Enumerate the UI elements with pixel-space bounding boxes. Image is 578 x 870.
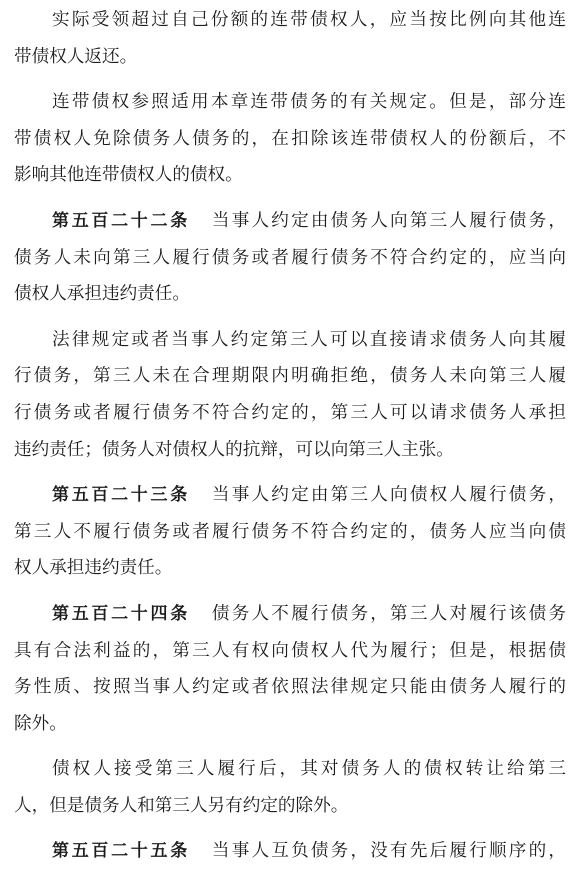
text-run: 当事人约定由债务人向第三人履行债务，: [211, 210, 566, 231]
text-line: 违约责任；债务人对债权人的抗辩，可以向第三人主张。: [14, 439, 454, 460]
text-line: 带债权人返还。: [14, 46, 138, 67]
article-paragraph: [14, 477, 566, 587]
text-line: 债权人承担违约责任。: [14, 284, 190, 305]
article-number: 第五百二十三条: [52, 485, 190, 506]
article-paragraph: [14, 596, 566, 742]
paragraph: [14, 751, 566, 824]
text-line: 行债务或者履行债务不符合约定的，第三人可以请求债务人承担: [14, 402, 566, 423]
document-page: [14, 2, 566, 870]
text-line: 第三人不履行债务或者履行债务不符合约定的，债务人应当向债: [14, 521, 566, 542]
article-paragraph: [14, 833, 566, 870]
text-line: 带债权人免除债务人债务的，在扣除该连带债权人的份额后，不: [14, 128, 566, 149]
text-line: 行债务，第三人未在合理期限内明确拒绝，债务人未向第三人履: [14, 366, 566, 387]
article-paragraph: [14, 203, 566, 313]
text-line: 债权人接受第三人履行后，其对债务人的债权转让给第三: [52, 759, 566, 780]
text-line: 人，但是债务人和第三人另有约定的除外。: [14, 795, 349, 816]
text-line: [14, 596, 566, 633]
paragraph: [14, 2, 566, 75]
text-line: 除外。: [14, 713, 67, 734]
text-run: 债务人不履行债务，第三人对履行该债务: [211, 603, 566, 624]
paragraph: [14, 84, 566, 194]
text-line: 债务人未向第三人履行债务或者履行债务不符合约定的，应当向: [14, 247, 566, 268]
text-line: 实际受领超过自己份额的连带债权人，应当按比例向其他连: [52, 10, 566, 30]
text-line: 影响其他连带债权人的债权。: [14, 165, 243, 186]
text-line: 具有合法利益的，第三人有权向债权人代为履行；但是，根据债: [14, 640, 566, 661]
article-number: 第五百二十二条: [52, 210, 190, 231]
text-run: 当事人互负债务，没有先后履行顺序的，: [211, 841, 566, 862]
text-line: 法律规定或者当事人约定第三人可以直接请求债务人向其履: [52, 329, 566, 350]
text-line: [14, 833, 566, 870]
text-line: 务性质、按照当事人约定或者依照法律规定只能由债务人履行的: [14, 677, 566, 698]
text-line: 权人承担违约责任。: [14, 558, 173, 579]
article-number: 第五百二十五条: [52, 841, 190, 862]
article-number: 第五百二十四条: [52, 603, 190, 624]
text-run: 当事人约定由第三人向债权人履行债务，: [211, 485, 566, 506]
text-line: [14, 477, 566, 514]
text-line: [14, 203, 566, 240]
paragraph: [14, 322, 566, 468]
text-line: 连带债权参照适用本章连带债务的有关规定。但是，部分连: [52, 92, 566, 113]
